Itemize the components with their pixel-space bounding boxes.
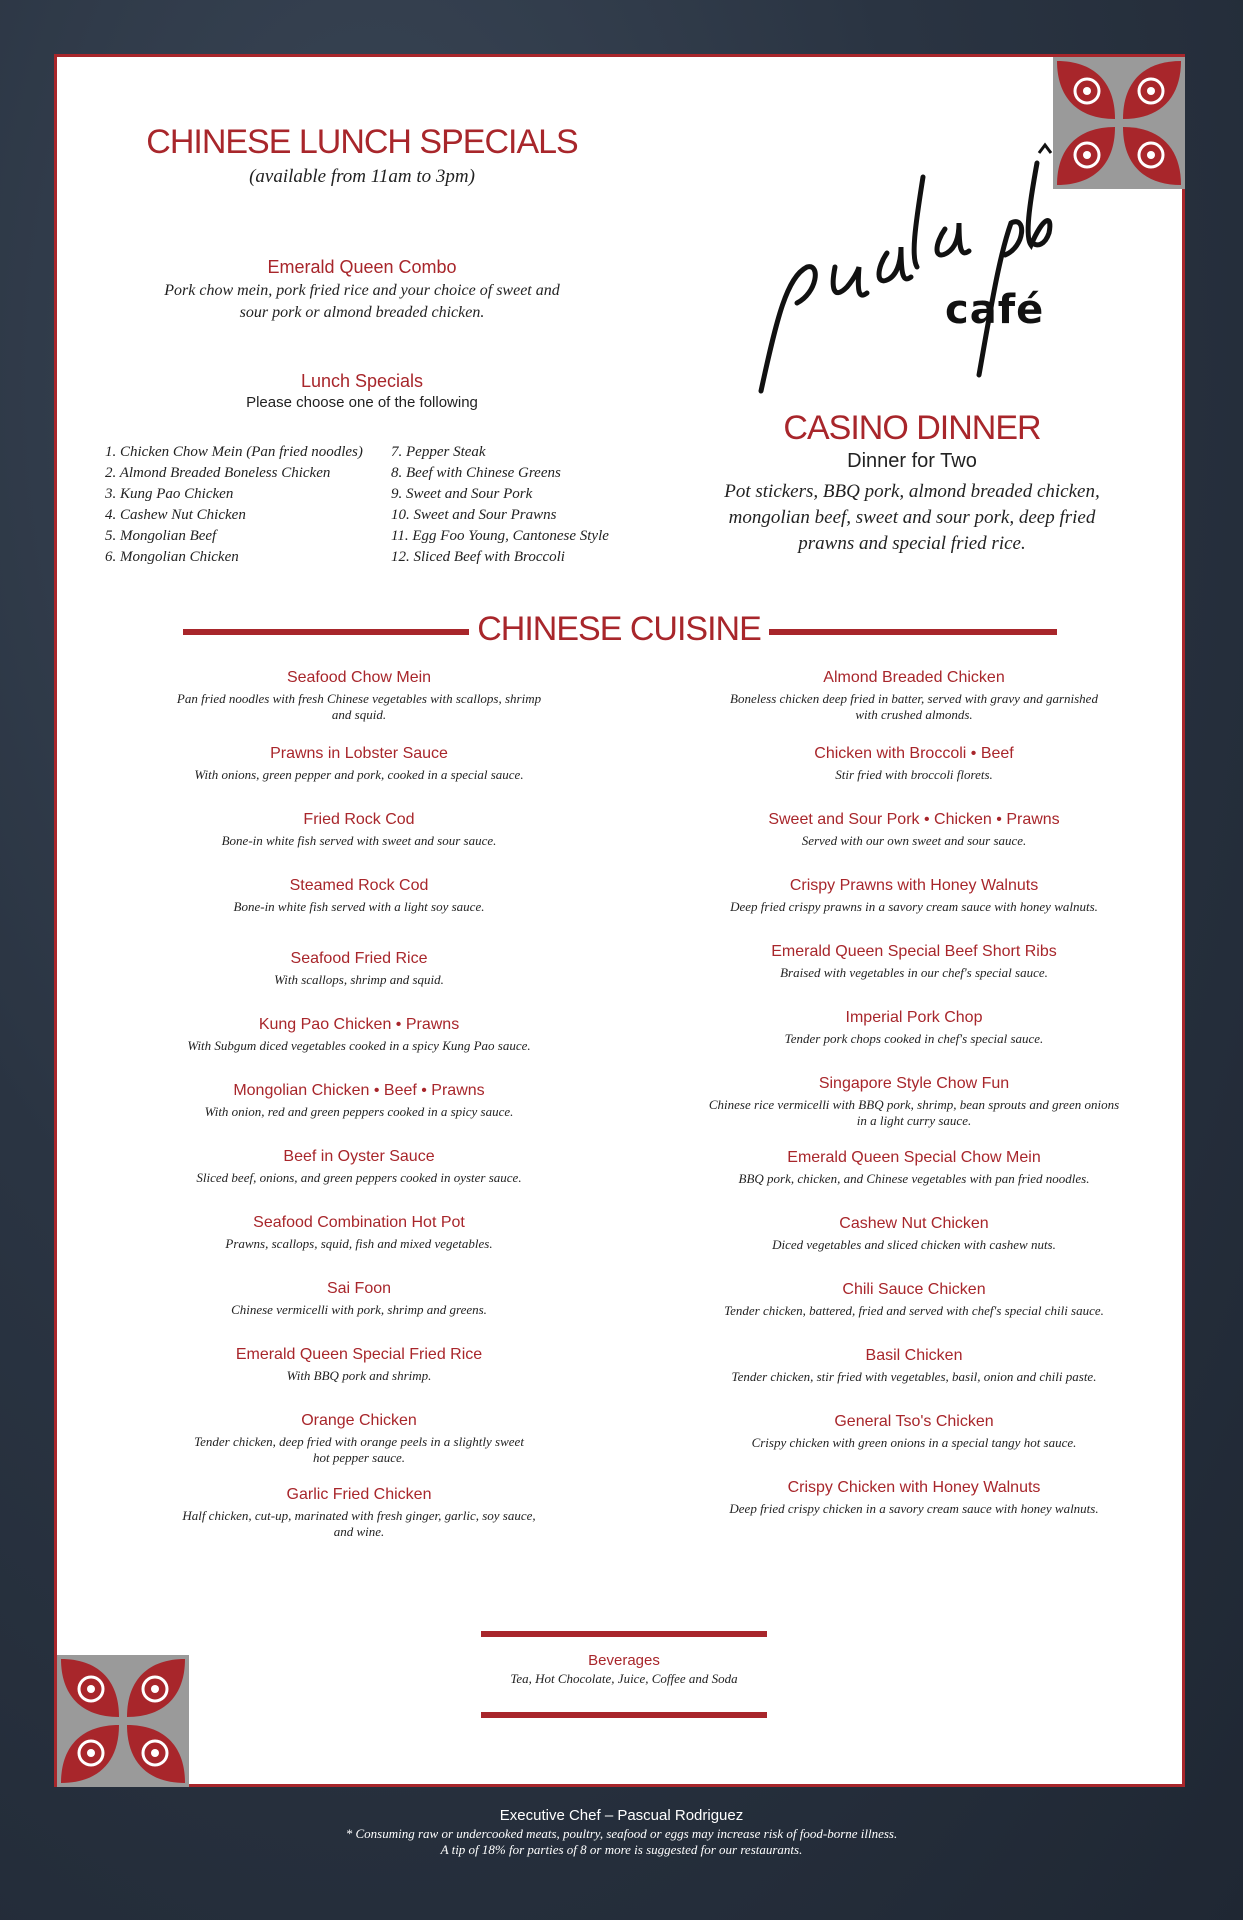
dish-item bbox=[674, 1215, 1154, 1253]
dish-item bbox=[674, 1347, 1154, 1385]
dish-desc: Tender chicken, stir fried with vegetables, basil, onion and chili paste. bbox=[731, 1369, 1097, 1384]
dish-desc: Braised with vegetables in our chef's special sauce. bbox=[780, 965, 1048, 980]
combo-block bbox=[107, 257, 617, 324]
dish-item bbox=[674, 1281, 1154, 1319]
dish-desc: With onion, red and green peppers cooked in a spicy sauce. bbox=[204, 1104, 514, 1119]
dish-name: Seafood Fried Rice bbox=[290, 950, 428, 967]
dish-desc: Chinese vermicelli with pork, shrimp and greens. bbox=[231, 1302, 487, 1317]
footer bbox=[0, 1807, 1243, 1858]
dish-desc: Diced vegetables and sliced chicken with cashew nuts. bbox=[772, 1237, 1056, 1252]
lunch-specials-title: Lunch Specials bbox=[300, 371, 424, 391]
dish-item bbox=[149, 950, 569, 988]
dish-desc-line2: and squid. bbox=[331, 707, 387, 722]
dish-item bbox=[674, 745, 1154, 783]
beverages-block bbox=[461, 1652, 787, 1687]
beverages-rule-bottom bbox=[481, 1712, 767, 1718]
dish-desc-line2: with crushed almonds. bbox=[855, 707, 973, 722]
cuisine-left-column bbox=[149, 669, 569, 1629]
dish-desc: With BBQ pork and shrimp. bbox=[286, 1368, 432, 1383]
casino-title: CASINO DINNER bbox=[783, 409, 1041, 447]
lunch-list-right bbox=[391, 442, 609, 568]
list-item: 1. Chicken Chow Mein (Pan fried noodles) bbox=[105, 444, 363, 460]
dish-name: Orange Chicken bbox=[301, 1412, 417, 1429]
logo-word-line2: café bbox=[945, 287, 1045, 333]
dish-name: Mongolian Chicken • Beef • Prawns bbox=[233, 1082, 485, 1099]
dish-name: Emerald Queen Special Fried Rice bbox=[235, 1346, 483, 1363]
ornament-bottom-left-icon bbox=[57, 1655, 189, 1787]
dish-name: Chili Sauce Chicken bbox=[842, 1281, 986, 1298]
dish-item bbox=[674, 1075, 1154, 1129]
dish-desc: Pan fried noodles with fresh Chinese vegetables with scallops, shrimp bbox=[176, 691, 542, 706]
dish-desc: Tender chicken, battered, fried and served with chef's special chili sauce. bbox=[724, 1303, 1104, 1318]
combo-title: Emerald Queen Combo bbox=[267, 257, 457, 277]
casino-desc-line2: mongolian beef, sweet and sour pork, deep fried bbox=[728, 507, 1096, 528]
dish-item bbox=[149, 1486, 569, 1540]
cafe-logo bbox=[747, 117, 1067, 417]
dish-desc: Tender chicken, deep fried with orange peels in a slightly sweet bbox=[194, 1434, 524, 1449]
dish-desc: Stir fried with broccoli florets. bbox=[835, 767, 993, 782]
dish-name: General Tso's Chicken bbox=[834, 1413, 994, 1430]
list-item: 4. Cashew Nut Chicken bbox=[105, 507, 246, 523]
cuisine-rule-left bbox=[183, 629, 469, 635]
dish-item bbox=[674, 1479, 1154, 1517]
dish-desc: Deep fried crispy prawns in a savory cream sauce with honey walnuts. bbox=[730, 899, 1098, 914]
list-item: 11. Egg Foo Young, Cantonese Style bbox=[391, 528, 609, 544]
dish-name: Seafood Combination Hot Pot bbox=[253, 1214, 465, 1231]
list-item: 5. Mongolian Beef bbox=[105, 528, 217, 544]
dish-item bbox=[674, 943, 1154, 981]
dish-name: Crispy Chicken with Honey Walnuts bbox=[787, 1479, 1041, 1496]
combo-desc-line1: Pork chow mein, pork fried rice and your choice of sweet and bbox=[164, 282, 560, 299]
list-item: 6. Mongolian Chicken bbox=[105, 549, 239, 565]
dish-item bbox=[149, 1214, 569, 1252]
dish-name: Sweet and Sour Pork • Chicken • Prawns bbox=[768, 811, 1060, 828]
dish-item bbox=[149, 877, 569, 915]
dish-name: Beef in Oyster Sauce bbox=[283, 1148, 435, 1165]
footer-note-2: A tip of 18% for parties of 8 or more is suggested for our restaurants. bbox=[440, 1842, 803, 1857]
dish-name: Kung Pao Chicken • Prawns bbox=[258, 1016, 460, 1033]
dish-desc: With scallops, shrimp and squid. bbox=[274, 972, 444, 987]
dish-desc: Chinese rice vermicelli with BBQ pork, shrimp, bean sprouts and green onions bbox=[708, 1097, 1120, 1112]
dish-desc: Half chicken, cut-up, marinated with fresh ginger, garlic, soy sauce, bbox=[182, 1508, 536, 1523]
combo-desc-line2: sour pork or almond breaded chicken. bbox=[239, 304, 485, 321]
lunch-list-left bbox=[105, 442, 363, 568]
dish-desc: Boneless chicken deep fried in batter, served with gravy and garnished bbox=[730, 691, 1098, 706]
list-item: 9. Sweet and Sour Pork bbox=[391, 486, 533, 502]
dish-item bbox=[149, 669, 569, 723]
casino-subtitle: Dinner for Two bbox=[847, 450, 977, 472]
dish-desc: Bone-in white fish served with a light soy sauce. bbox=[233, 899, 485, 914]
dish-item bbox=[149, 1148, 569, 1186]
list-item: 7. Pepper Steak bbox=[391, 444, 486, 460]
list-item: 3. Kung Pao Chicken bbox=[105, 486, 234, 502]
footer-note-1: * Consuming raw or undercooked meats, poultry, seafood or eggs may increase risk of food-borne illness. bbox=[345, 1826, 898, 1841]
beverages-title: Beverages bbox=[588, 1652, 660, 1669]
dish-desc: Deep fried crispy chicken in a savory cream sauce with honey walnuts. bbox=[729, 1501, 1099, 1516]
dish-name: Imperial Pork Chop bbox=[845, 1009, 983, 1026]
dish-name: Emerald Queen Special Chow Mein bbox=[787, 1149, 1041, 1166]
list-item: 10. Sweet and Sour Prawns bbox=[391, 507, 557, 523]
dish-item bbox=[674, 1009, 1154, 1047]
casino-desc-line1: Pot stickers, BBQ pork, almond breaded chicken, bbox=[724, 481, 1100, 502]
dish-desc: Served with our own sweet and sour sauce. bbox=[801, 833, 1027, 848]
dish-desc-line2: and wine. bbox=[333, 1524, 385, 1539]
dish-item bbox=[149, 1280, 569, 1318]
dish-item bbox=[149, 1412, 569, 1466]
list-item: 8. Beef with Chinese Greens bbox=[391, 465, 561, 481]
menu-card bbox=[54, 54, 1185, 1787]
lunch-specials-sub: Please choose one of the following bbox=[246, 394, 478, 411]
list-item: 12. Sliced Beef with Broccoli bbox=[391, 549, 565, 565]
beverages-desc: Tea, Hot Chocolate, Juice, Coffee and Soda bbox=[510, 1671, 738, 1686]
dish-desc: Prawns, scallops, squid, fish and mixed vegetables. bbox=[225, 1236, 493, 1251]
lunch-specials-heading bbox=[107, 371, 617, 411]
cuisine-rule-right bbox=[769, 629, 1057, 635]
dish-name: Basil Chicken bbox=[865, 1347, 963, 1364]
dish-desc: With onions, green pepper and pork, cooked in a special sauce. bbox=[194, 767, 524, 782]
casino-desc-line3: prawns and special fried rice. bbox=[798, 533, 1026, 554]
dish-item bbox=[149, 745, 569, 783]
dish-desc-line2: hot pepper sauce. bbox=[312, 1450, 406, 1465]
lunch-section bbox=[127, 123, 597, 188]
dish-name: Chicken with Broccoli • Beef bbox=[814, 745, 1014, 762]
dish-item bbox=[674, 1413, 1154, 1451]
dish-desc: Crispy chicken with green onions in a special tangy hot sauce. bbox=[751, 1435, 1077, 1450]
dish-name: Garlic Fried Chicken bbox=[286, 1486, 432, 1503]
dish-name: Singapore Style Chow Fun bbox=[818, 1075, 1010, 1092]
dish-name: Almond Breaded Chicken bbox=[823, 669, 1005, 686]
lunch-subtitle: (available from 11am to 3pm) bbox=[249, 166, 475, 187]
dish-item bbox=[674, 877, 1154, 915]
dish-item bbox=[149, 811, 569, 849]
dish-name: Seafood Chow Mein bbox=[286, 669, 432, 686]
dish-name: Fried Rock Cod bbox=[303, 811, 415, 828]
dish-item bbox=[149, 1016, 569, 1054]
dish-desc: With Subgum diced vegetables cooked in a spicy Kung Pao sauce. bbox=[187, 1038, 531, 1053]
dish-item bbox=[149, 1082, 569, 1120]
cuisine-right-column bbox=[674, 669, 1154, 1629]
dish-name: Emerald Queen Special Beef Short Ribs bbox=[771, 943, 1057, 960]
beverages-rule-top bbox=[481, 1631, 767, 1637]
dish-item bbox=[674, 1149, 1154, 1187]
list-item: 2. Almond Breaded Boneless Chicken bbox=[105, 465, 331, 481]
dish-item bbox=[674, 811, 1154, 849]
dish-item bbox=[149, 1346, 569, 1384]
dish-desc: Bone-in white fish served with sweet and sour sauce. bbox=[221, 833, 497, 848]
dish-name: Crispy Prawns with Honey Walnuts bbox=[789, 877, 1039, 894]
dish-item bbox=[674, 669, 1154, 723]
casino-section bbox=[677, 409, 1147, 557]
dish-name: Cashew Nut Chicken bbox=[839, 1215, 989, 1232]
dish-desc: BBQ pork, chicken, and Chinese vegetables with pan fried noodles. bbox=[738, 1171, 1090, 1186]
lunch-title: CHINESE LUNCH SPECIALS bbox=[146, 123, 578, 161]
dish-desc: Sliced beef, onions, and green peppers cooked in oyster sauce. bbox=[196, 1170, 522, 1185]
dish-desc-line2: in a light curry sauce. bbox=[856, 1113, 972, 1128]
dish-name: Steamed Rock Cod bbox=[289, 877, 429, 894]
executive-chef: Executive Chef – Pascual Rodriguez bbox=[499, 1807, 744, 1824]
dish-name: Sai Foon bbox=[326, 1280, 392, 1297]
ornament-top-right-icon bbox=[1053, 57, 1185, 189]
dish-name: Prawns in Lobster Sauce bbox=[270, 745, 448, 762]
cuisine-title: CHINESE CUISINE bbox=[477, 610, 761, 648]
dish-desc: Tender pork chops cooked in chef's special sauce. bbox=[784, 1031, 1044, 1046]
